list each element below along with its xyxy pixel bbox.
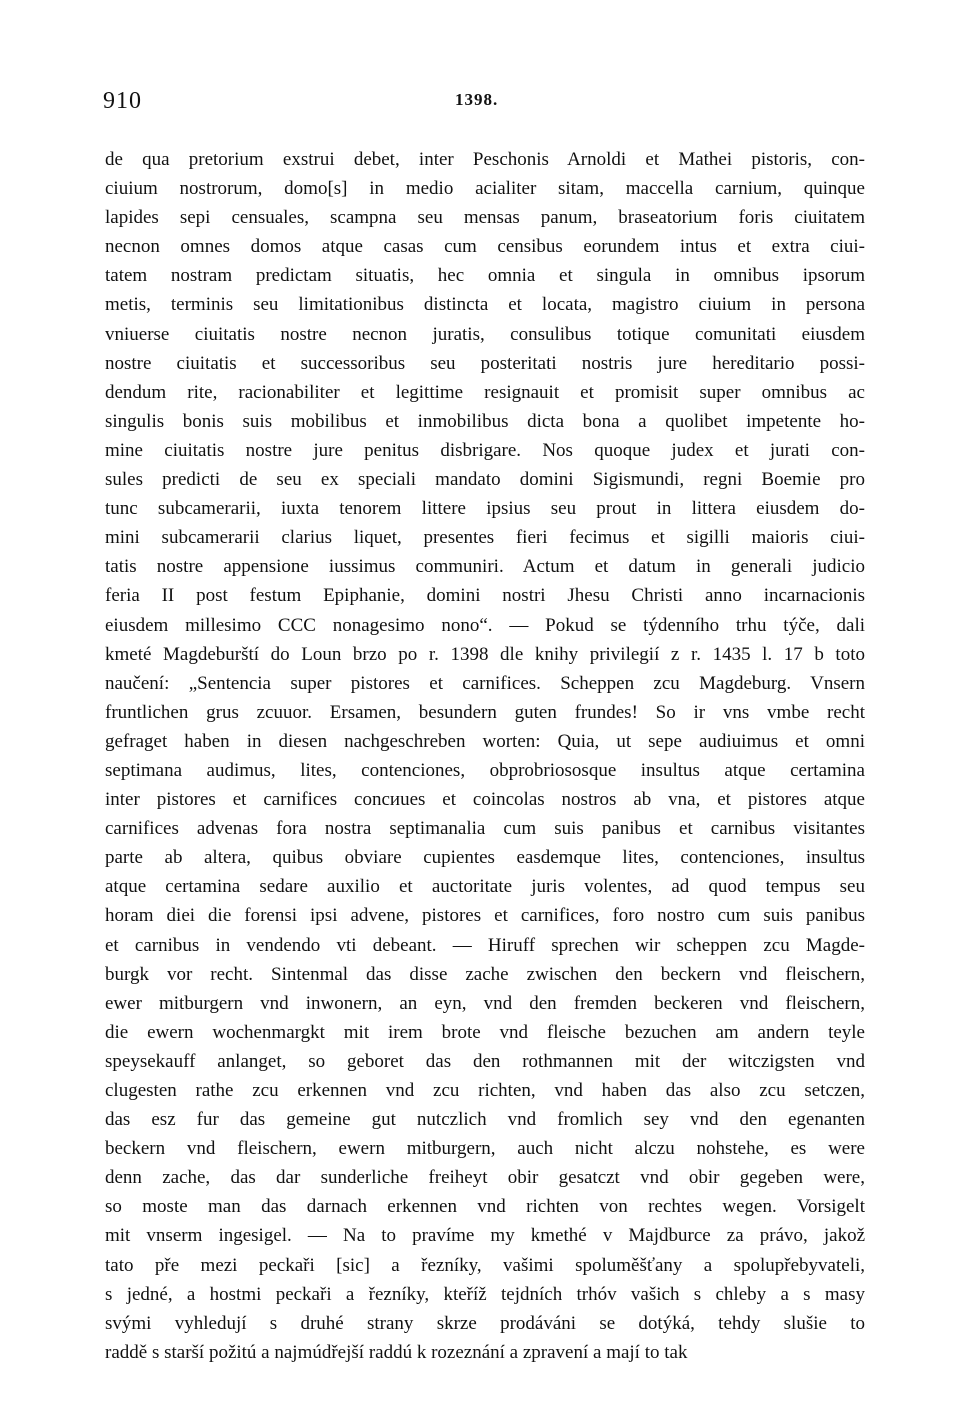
text-line: denn zache, das dar sunderliche freiheyt obir gesatczt vnd obir gegeben were, [105, 1167, 865, 1189]
text-line: horam diei die forensi ipsi advene, pistores et carnifices, foro nostro cum suis panibus [105, 905, 865, 927]
text-line: beckern vnd fleischern, ewern mitburgern, auch nicht alczu nohstehe, es were [105, 1138, 865, 1160]
text-line: dendum rite, racionabiliter et legittime resignauit et promisit super omnibus ac [105, 381, 865, 403]
text-line: nostre ciuitatis et successoribus seu posteritati nostris jure hereditario possi- [105, 352, 865, 374]
text-line: tato pře mezi peckaři [sic] a řezníky, vašimi spoluměšťany a spolupřebyvateli, [105, 1254, 865, 1276]
text-line: tatem nostram predictam situatis, hec omnia et singula in omnibus ipsorum [105, 265, 865, 287]
text-line: inter pistores et carnifices concиues et coincolas nostros ab vna, et pistores atque [105, 789, 865, 811]
text-line: septimana audimus, lites, contenciones, obprobriososque insultus atque certamina [105, 759, 865, 781]
text-line: ciuium nostrorum, domo[s] in medio acialiter sitam, maccella carnium, quinque [105, 178, 865, 200]
text-line: fruntlichen grus zcuuor. Ersamen, besundern guten frundes! So ir vns vmbe recht [105, 701, 865, 723]
text-line: ewer mitburgern vnd inwonern, an eyn, vnd den fremden beckeren vnd fleischern, [105, 992, 865, 1014]
text-line: atque certamina sedare auxilio et auctoritate juris volentes, ad quod tempus seu [105, 876, 865, 898]
text-line: gefraget haben in diesen nachgeschreben worten: Quia, ut sepe audiuimus et omni [105, 730, 865, 752]
text-line: carnifices advenas fora nostra septimanalia cum suis panibus et carnibus visitantes [105, 818, 865, 840]
text-line: tatis nostre appensione iussimus communiri. Actum et datum in generali judicio [105, 556, 865, 578]
page-number: 910 [103, 88, 142, 114]
text-line: parte ab altera, quibus obviare cupientes easdemque lites, contenciones, insultus [105, 847, 865, 869]
text-line: et carnibus in vendendo vti debeant. — Hiruff sprechen wir scheppen zcu Magde- [105, 934, 865, 956]
text-line: tunc subcamerarii, iuxta tenorem littere ipsius seu prout in littera eiusdem do- [105, 498, 865, 520]
text-line: s jedné, a hostmi peckaři a řezníky, kteříž tejdních trhóv vašich s chleby a s masy [105, 1283, 865, 1305]
text-line: eiusdem millesimo CCC nonagesimo nono“. — Pokud se týdenního trhu týče, dali [105, 614, 865, 636]
text-line: mini subcamerarii clarius liquet, presentes fieri fecimus et sigilli maioris ciui- [105, 527, 865, 549]
running-head-year: 1398. [455, 90, 499, 109]
text-line: metis, terminis seu limitationibus distincta et locata, magistro ciuium in persona [105, 294, 865, 316]
text-line: mine ciuitatis nostre jure penitus disbrigare. Nos quoque judex et jurati con- [105, 439, 865, 461]
text-line: kmeté Magdeburští do Loun brzo po r. 1398 dle knihy privilegií z r. 1435 l. 17 b toto [105, 643, 865, 665]
text-line: mit vnserm ingesigel. — Na to pravíme my kmethé v Majdburce za právo, jakož [105, 1225, 865, 1247]
text-line: vniuerse ciuitatis nostre necnon juratis, consulibus totique comunitati eiusdem [105, 323, 865, 345]
text-line: naučení: „Sentencia super pistores et carnifices. Scheppen zcu Magdeburg. Vnsern [105, 672, 865, 694]
text-line: burgk vor recht. Sintenmal das disse zache zwischen den beckern vnd fleischern, [105, 963, 865, 985]
text-line: sules predicti de seu ex speciali mandato domini Sigismundi, regni Boemie pro [105, 469, 865, 491]
text-line: de qua pretorium exstrui debet, inter Peschonis Arnoldi et Mathei pistoris, con- [105, 149, 865, 170]
text-line: necnon omnes domos atque casas cum censibus eorundem intus et extra ciui- [105, 236, 865, 258]
text-line: singulis bonis suis mobilibus et inmobilibus dicta bona a quolibet impetente ho- [105, 410, 865, 432]
text-line: raddě s starší požitú a najmúdřejší raddú k rozeznání a zpravení a mají to tak [105, 1341, 688, 1363]
text-line: speysekauff anlanget, so geboret das den rothmannen mit der witczigsten vnd [105, 1050, 865, 1072]
page-header [103, 88, 863, 128]
text-line: so moste man das darnach erkennen vnd richten von rechtes wegen. Vorsigelt [105, 1196, 865, 1218]
text-line: svými vyhledují s druhé strany skrze prodáváni se dotýká, tehdy slušie to [105, 1312, 865, 1334]
text-line: das esz fur das gemeine gut nutczlich vnd fromlich sey vnd den egenanten [105, 1109, 865, 1131]
body-text [105, 145, 865, 1367]
text-line: clugesten rathe zcu erkennen vnd zcu richten, vnd haben das also zcu setczen, [105, 1080, 865, 1101]
text-line: die ewern wochenmargkt mit irem brote vnd fleische bezuchen am andern teyle [105, 1021, 865, 1043]
text-line: lapides sepi censuales, scampna seu mensas panum, braseatorium foris ciuitatem [105, 207, 865, 229]
text-line: feria II post festum Epiphanie, domini nostri Jhesu Christi anno incarnacionis [105, 585, 865, 607]
